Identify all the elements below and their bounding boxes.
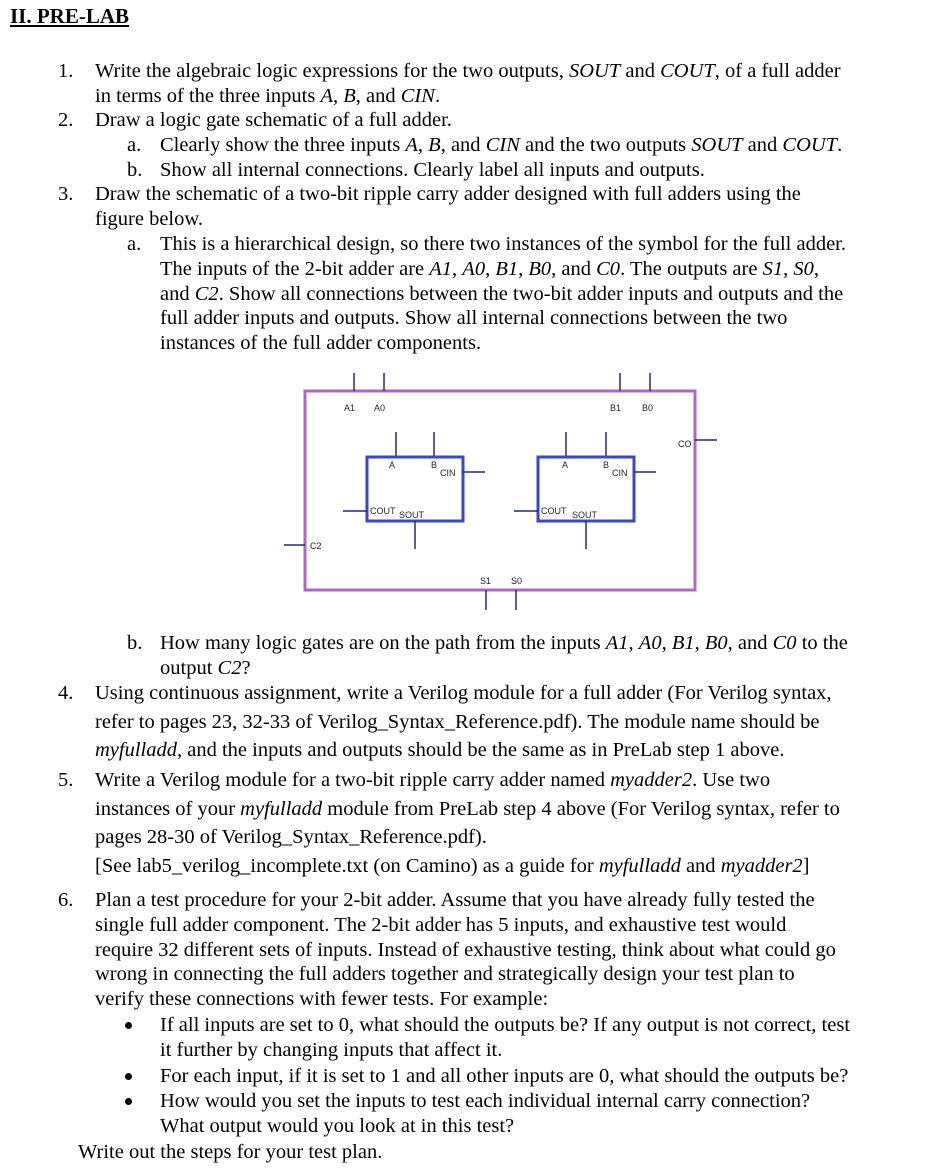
- bullet-dot: [125, 1073, 132, 1080]
- label-co: CO: [678, 439, 692, 449]
- item-number: 2.: [58, 109, 74, 131]
- svg-text:COUT: COUT: [370, 506, 396, 516]
- svg-text:COUT: COUT: [541, 506, 567, 516]
- label-s1: S1: [480, 576, 492, 586]
- text-line: figure below.: [95, 207, 203, 230]
- text-line: in terms of the three inputs A, B, and CIN.: [95, 84, 441, 107]
- text-line: Using continuous assignment, write a Verilog module for a full adder (For Verilog syntax,: [95, 682, 832, 704]
- text-line: Draw the schematic of a two-bit ripple carry adder designed with full adders using the: [95, 183, 801, 205]
- full-adder-right: [514, 432, 656, 549]
- text-line: Write out the steps for your test plan.: [78, 1141, 383, 1163]
- item-number: 1.: [58, 60, 74, 82]
- item-number: 4.: [58, 682, 74, 704]
- text-line: output C2?: [160, 656, 251, 679]
- svg-text:CIN: CIN: [612, 468, 628, 478]
- text-line: refer to pages 23, 32-33 of Verilog_Syntax_Reference.pdf). The module name should be: [95, 710, 820, 733]
- text-line: require 32 different sets of inputs. Instead of exhaustive testing, think about what could go: [95, 938, 836, 961]
- bullet-dot: [125, 1022, 132, 1029]
- text-line: pages 28-30 of Verilog_Syntax_Reference.pdf).: [95, 826, 487, 848]
- full-adder-left: [343, 432, 485, 549]
- text-line: Clearly show the three inputs A, B, and CIN and the two outputs SOUT and COUT.: [160, 134, 843, 156]
- item-number: 3.: [58, 183, 74, 205]
- text-line: How many logic gates are on the path from the inputs A1, A0, B1, B0, and C0 to the: [160, 632, 848, 654]
- item-number: a.: [127, 134, 142, 156]
- item-number: b.: [127, 159, 143, 181]
- adder2-outer-box: [305, 391, 695, 590]
- text-line: instances of the full adder components.: [160, 332, 482, 355]
- text-line: and C2. Show all connections between the two-bit adder inputs and outputs and the: [160, 282, 844, 305]
- text-line: single full adder component. The 2-bit adder has 5 inputs, and exhaustive test would: [95, 913, 787, 936]
- section-heading: II. PRE-LAB: [10, 4, 130, 28]
- text-line: Draw a logic gate schematic of a full adder.: [95, 109, 452, 131]
- label-a0: A0: [374, 403, 386, 413]
- text-line: myfulladd, and the inputs and outputs should be the same as in PreLab step 1 above.: [95, 739, 785, 761]
- svg-text:A: A: [562, 460, 569, 470]
- label-b1: B1: [610, 403, 622, 413]
- svg-text:SOUT: SOUT: [399, 510, 425, 520]
- text-line: instances of your myfulladd module from PreLab step 4 above (For Verilog syntax, refer to: [95, 797, 840, 820]
- svg-text:CIN: CIN: [440, 468, 456, 478]
- text-line: full adder inputs and outputs. Show all internal connections between the two: [160, 307, 788, 330]
- text-line: The inputs of the 2-bit adder are A1, A0, B1, B0, and C0. The outputs are S1, S0,: [160, 257, 819, 280]
- svg-text:A: A: [389, 460, 396, 470]
- text-line: What output would you look at in this test?: [160, 1114, 515, 1137]
- text-line: For each input, if it is set to 1 and all other inputs are 0, what should the outputs be?: [160, 1065, 849, 1087]
- text-line: Plan a test procedure for your 2-bit adder. Assume that you have already fully tested the: [95, 889, 815, 911]
- ripple-adder-figure: [270, 365, 730, 625]
- item-number: b.: [127, 632, 143, 654]
- item-number: 6.: [58, 889, 74, 911]
- text-line: Show all internal connections. Clearly label all inputs and outputs.: [160, 159, 705, 181]
- text-line: Write a Verilog module for a two-bit ripple carry adder named myadder2. Use two: [95, 769, 771, 791]
- text-line: wrong in connecting the full adders together and strategically design your test plan to: [95, 963, 795, 986]
- item-number: 5.: [58, 769, 74, 791]
- label-a1: A1: [344, 403, 356, 413]
- svg-text:B: B: [431, 460, 438, 470]
- label-s0: S0: [511, 576, 523, 586]
- text-line: This is a hierarchical design, so there two instances of the symbol for the full adder.: [160, 233, 846, 255]
- text-line: verify these connections with fewer tests. For example:: [95, 988, 549, 1011]
- text-line: If all inputs are set to 0, what should the outputs be? If any output is not correct, test: [160, 1014, 851, 1036]
- svg-text:B: B: [603, 460, 610, 470]
- text-line: [See lab5_verilog_incomplete.txt (on Camino) as a guide for myfulladd and myadder2]: [95, 854, 810, 877]
- text-line: it further by changing inputs that affect it.: [160, 1038, 503, 1061]
- bullet-dot: [125, 1098, 132, 1105]
- label-b0: B0: [642, 403, 654, 413]
- text-line: Write the algebraic logic expressions for the two outputs, SOUT and COUT, of a full adder: [95, 60, 841, 82]
- item-number: a.: [127, 233, 142, 255]
- label-c2: C2: [310, 541, 322, 551]
- text-line: How would you set the inputs to test each individual internal carry connection?: [160, 1090, 811, 1112]
- svg-text:SOUT: SOUT: [572, 510, 598, 520]
